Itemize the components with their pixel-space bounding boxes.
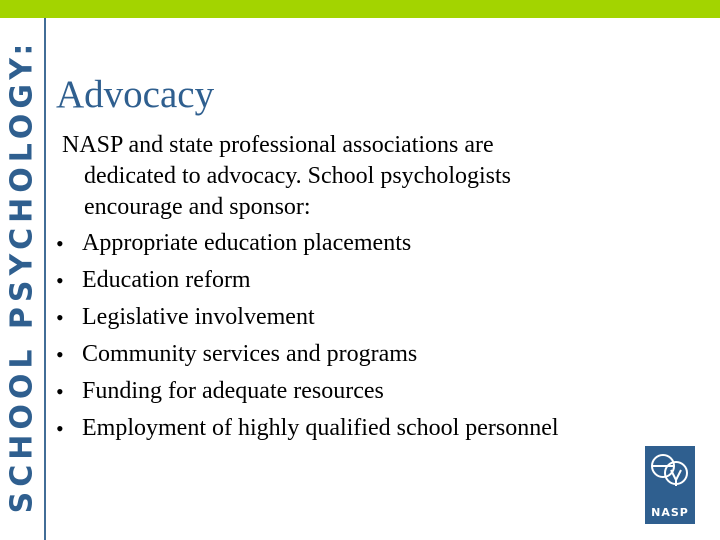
intro-line: NASP and state professional associations are <box>62 132 494 158</box>
bullet-icon: • <box>56 231 64 256</box>
bullet-item <box>56 225 559 262</box>
bullet-list <box>56 225 559 447</box>
bullet-icon: • <box>56 379 64 404</box>
bullet-item <box>56 299 559 336</box>
bullet-text: Community services and programs <box>82 341 418 367</box>
nasp-logo-icon <box>645 446 695 524</box>
intro-line: dedicated to advocacy. School psychologists <box>84 163 512 189</box>
nasp-logo <box>645 446 695 524</box>
intro-paragraph <box>62 130 622 223</box>
bullet-icon: • <box>56 305 64 330</box>
bullet-item <box>56 373 559 410</box>
slide-title: Advocacy <box>56 73 215 116</box>
bullet-item <box>56 262 559 299</box>
bullet-text: Employment of highly qualified school personnel <box>82 415 559 441</box>
side-band-label: SCHOOL PSYCHOLOGY: <box>4 38 40 514</box>
top-accent-bar <box>0 0 720 18</box>
logo-text: NASP <box>651 506 689 519</box>
bullet-text: Funding for adequate resources <box>82 378 384 404</box>
bullet-item <box>56 410 559 447</box>
intro-line: encourage and sponsor: <box>84 194 311 220</box>
bullet-text: Appropriate education placements <box>82 230 412 256</box>
bullet-icon: • <box>56 342 64 367</box>
bullet-item <box>56 336 559 373</box>
bullet-icon: • <box>56 268 64 293</box>
side-divider <box>44 18 46 540</box>
bullet-text: Education reform <box>82 267 251 293</box>
bullet-text: Legislative involvement <box>82 304 315 330</box>
bullet-icon: • <box>56 416 64 441</box>
